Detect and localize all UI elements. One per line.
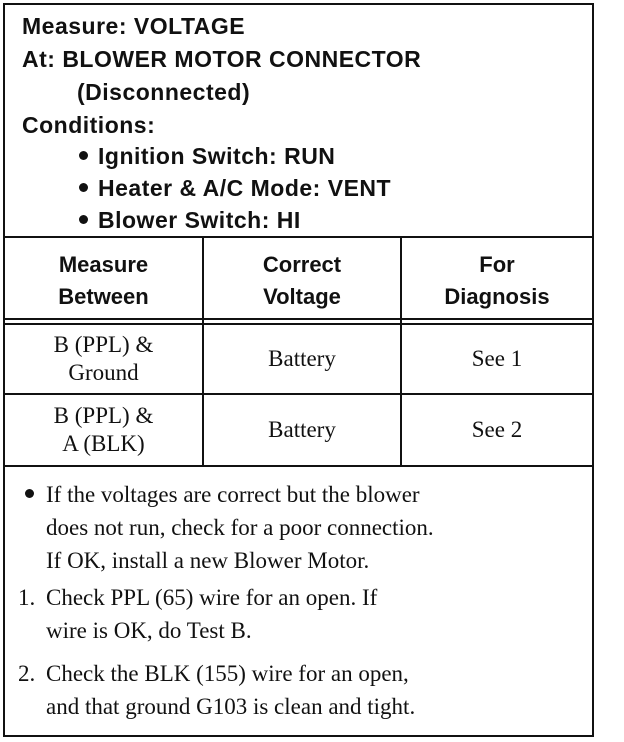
note-line: wire is OK, do Test B. [46,618,252,643]
table-cell-between: B (PPL) & Ground [53,332,154,385]
condition-item: Blower Switch: HI [79,207,301,234]
test-card [3,3,594,737]
column-header-for-diagnosis: For Diagnosis [444,252,550,309]
location-label: At: BLOWER MOTOR CONNECTOR [22,46,422,72]
column-header-measure-between: Measure Between [58,252,149,309]
header-divider [5,236,592,238]
note-line: Check the BLK (155) wire for an open, [46,661,409,686]
location-note: (Disconnected) [77,79,251,105]
note-line: and that ground G103 is clean and tight. [46,694,416,719]
measure-title: Measure: VOLTAGE [22,13,246,39]
condition-item: Heater & A/C Mode: VENT [79,175,391,202]
table-cell-diagnosis: See 2 [471,417,523,442]
column-header-correct-voltage: Correct Voltage [262,252,342,309]
note-line: If the voltages are correct but the blower [46,482,420,507]
table-cell-between: B (PPL) & A (BLK) [53,403,154,456]
note-line: If OK, install a new Blower Motor. [46,548,370,573]
conditions-label: Conditions: [22,112,156,138]
table-cell-diagnosis: See 1 [471,346,523,371]
bullet-icon [25,489,34,498]
note-line: does not run, check for a poor connection. [46,515,434,540]
measurement-header [5,5,592,237]
step-number: 1. [18,585,36,610]
table-bottom-divider [5,465,592,467]
table-cell-voltage: Battery [268,346,336,371]
table-cell-voltage: Battery [268,417,336,442]
note-line: Check PPL (65) wire for an open. If [46,585,378,610]
condition-item: Ignition Switch: RUN [79,143,335,170]
step-number: 2. [18,661,36,686]
